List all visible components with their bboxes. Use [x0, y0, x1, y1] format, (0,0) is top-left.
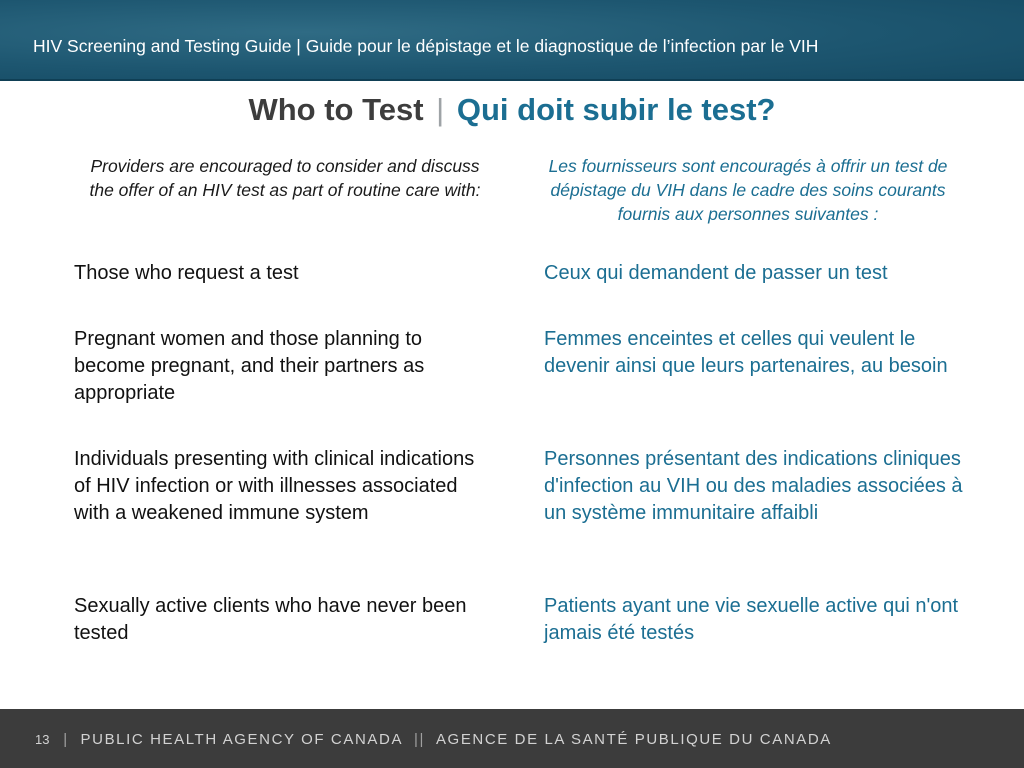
footer-separator: || — [414, 731, 425, 748]
criteria-item: Femmes enceintes et celles qui veulent le devenir ainsi que leurs partenaires, au besoin — [544, 328, 948, 377]
header-title: HIV Screening and Testing Guide | Guide pour le dépistage et le diagnostique de l’infection par le VIH — [33, 36, 819, 56]
criteria-item: Individuals presenting with clinical indications of HIV infection or with illnesses associated with a weakened immune system — [74, 448, 475, 524]
criteria-item: Pregnant women and those planning to become pregnant, and their partners as appropriate — [74, 328, 425, 404]
header-banner — [0, 0, 1024, 81]
criteria-item: Those who request a test — [74, 262, 299, 284]
slide-title-fr: Qui doit subir le test? — [456, 92, 776, 127]
agency-name-fr: AGENCE DE LA SANTÉ PUBLIQUE DU CANADA — [435, 731, 832, 748]
page-number: 13 — [35, 732, 50, 747]
criteria-item: Patients ayant une vie sexuelle active qui n'ont jamais été testés — [544, 595, 959, 644]
intro-text-fr: Les fournisseurs sont encouragés à offrir un test de dépistage du VIH dans le cadre des soins courants fournis aux personnes suivantes : — [548, 156, 948, 224]
slide-title-en: Who to Test — [248, 92, 424, 127]
slide-title — [0, 92, 1024, 128]
footer-text — [35, 731, 832, 748]
footer-bar — [0, 709, 1024, 768]
criteria-item: Ceux qui demandent de passer un test — [544, 262, 888, 284]
intro-text-en: Providers are encouraged to consider and discuss the offer of an HIV test as part of routine care with: — [89, 156, 481, 200]
agency-name-en: PUBLIC HEALTH AGENCY OF CANADA — [80, 731, 403, 748]
footer-separator: | — [63, 731, 69, 748]
criteria-item: Personnes présentant des indications cliniques d'infection au VIH ou des maladies associées à un système immunitaire affaibli — [544, 448, 963, 524]
criteria-item: Sexually active clients who have never been tested — [74, 595, 467, 644]
slide-title-separator: | — [436, 92, 445, 127]
